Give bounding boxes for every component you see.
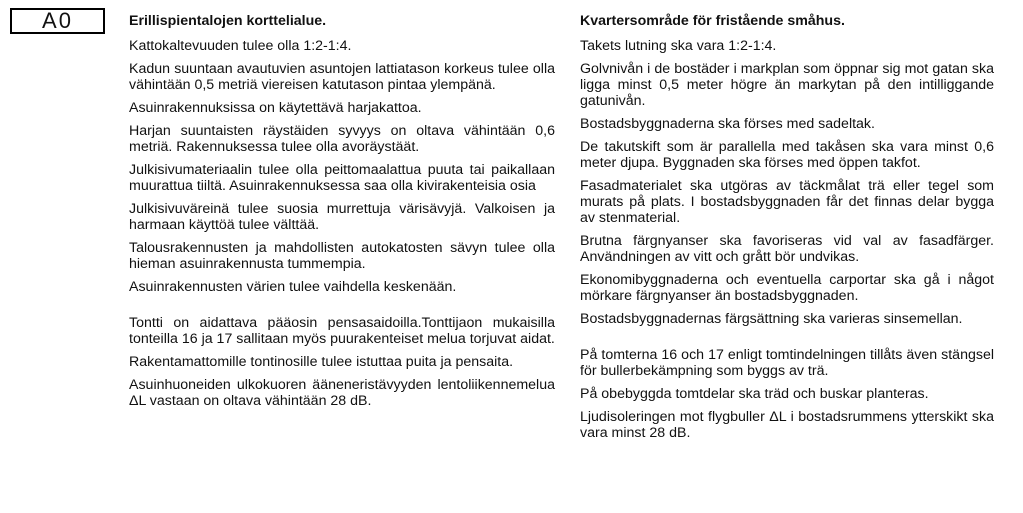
swedish-outbuilding-colors: Ekonomibyggnaderna och eventuella carportar ska gå i något mörkare färgnyanser än bostadsbyggnaden. bbox=[580, 272, 994, 304]
finnish-gable-roof: Asuinrakennuksissa on käytettävä harjakattoa. bbox=[129, 100, 422, 116]
swedish-title: Kvartersområde för fristående småhus. bbox=[580, 13, 845, 29]
finnish-outbuilding-colors: Talousrakennusten ja mahdollisten autokatosten sävyn tulee olla hieman asuinrakennusta tummempia. bbox=[129, 240, 555, 272]
finnish-facade-material: Julkisivumateriaalin tulee olla peittomaalattua puuta tai paikallaan muurattua tiiltä. Asuinrakennuksessa saa olla kivirakenteisia osia bbox=[129, 162, 555, 194]
finnish-floor-level: Kadun suuntaan avautuvien asuntojen lattiatason korkeus tulee olla vähintään 0,5 metriä viereisen katutason pintaa ylempänä. bbox=[129, 61, 555, 93]
finnish-facade-colors: Julkisivuväreinä tulee suosia murrettuja värisävyjä. Valkoisen ja harmaan käyttöä tulee välttää. bbox=[129, 201, 555, 233]
swedish-eaves: De takutskift som är parallella med takåsen ska vara minst 0,6 meter djupa. Byggnaden ska förses med öppen takfot. bbox=[580, 139, 994, 171]
finnish-color-variation: Asuinrakennusten värien tulee vaihdella keskenään. bbox=[129, 279, 457, 295]
swedish-facade-material: Fasadmaterialet ska utgöras av täckmålat trä eller tegel som murats på plats. I bostadsbyggnaden får det finnas delar bygga av stenmaterial. bbox=[580, 178, 994, 226]
swedish-planting: På obebyggda tomtdelar ska träd och buskar planteras. bbox=[580, 386, 929, 402]
swedish-roof-slope: Takets lutning ska vara 1:2-1:4. bbox=[580, 38, 777, 54]
swedish-facade-colors: Brutna färgnyanser ska favoriseras vid val av fasadfärger. Användningen av vitt och grått bör undvikas. bbox=[580, 233, 994, 265]
swedish-sound-insulation: Ljudisoleringen mot flygbuller ΔL i bostadsrummens ytterskikt ska vara minst 28 dB. bbox=[580, 409, 994, 441]
finnish-planting: Rakentamattomille tontinosille tulee istuttaa puita ja pensaita. bbox=[129, 354, 514, 370]
zone-code: A0 bbox=[42, 8, 73, 33]
zone-code-box bbox=[10, 8, 105, 34]
swedish-gable-roof: Bostadsbyggnaderna ska förses med sadeltak. bbox=[580, 116, 875, 132]
swedish-color-variation: Bostadsbyggnadernas färgsättning ska varieras sinsemellan. bbox=[580, 311, 963, 327]
finnish-eaves: Harjan suuntaisten räystäiden syvyys on oltava vähintään 0,6 metriä. Rakennuksessa tulee olla avoräystäät. bbox=[129, 123, 555, 155]
finnish-sound-insulation: Asuinhuoneiden ulkokuoren ääneneristävyyden lentoliikennemelua ΔL vastaan on oltava vähintään 28 dB. bbox=[129, 377, 555, 409]
swedish-column bbox=[580, 13, 994, 448]
swedish-floor-level: Golvnivån i de bostäder i markplan som öppnar sig mot gatan ska ligga minst 0,5 meter högre än markytan på den intilliggande gatunivån. bbox=[580, 61, 994, 109]
finnish-column bbox=[129, 13, 555, 416]
finnish-fencing: Tontti on aidattava pääosin pensasaidoilla.Tonttijaon mukaisilla tonteilla 16 ja 17 sallitaan myös puurakenteiset melua torjuvat aidat. bbox=[129, 315, 555, 347]
finnish-title: Erillispientalojen korttelialue. bbox=[129, 13, 327, 29]
swedish-fencing: På tomterna 16 och 17 enligt tomtindelningen tillåts även stängsel för bullerbekämpning som byggs av trä. bbox=[580, 347, 994, 379]
finnish-roof-slope: Kattokaltevuuden tulee olla 1:2-1:4. bbox=[129, 38, 352, 54]
